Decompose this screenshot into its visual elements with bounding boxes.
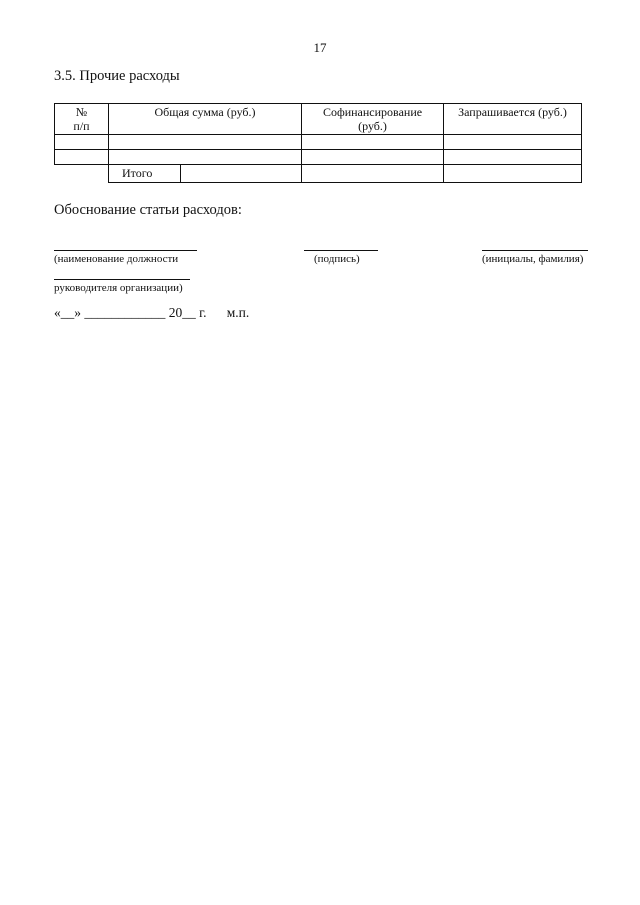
table-cell[interactable]	[302, 150, 444, 165]
signature-caption: (подпись)	[314, 253, 360, 265]
header-cofinancing-line1: Софинансирование	[322, 105, 423, 119]
page-number: 17	[313, 40, 327, 55]
table-cell[interactable]	[109, 150, 302, 165]
table-row	[55, 135, 582, 150]
date-line: «__» ____________ 20__ г. м.п.	[54, 305, 250, 320]
signature-line[interactable]	[304, 250, 378, 251]
table-cell[interactable]	[55, 135, 109, 150]
name-line[interactable]	[482, 250, 588, 251]
position-caption-cont: руководителя организации)	[54, 282, 183, 294]
table-cell[interactable]	[109, 135, 302, 150]
table-cell[interactable]	[55, 150, 109, 165]
table-total-row	[55, 165, 582, 183]
total-label: Итого	[109, 165, 181, 182]
header-number	[55, 104, 109, 135]
header-number-line1: №	[75, 105, 88, 119]
total-cofinancing-cell[interactable]	[302, 165, 444, 183]
expenses-table	[54, 103, 582, 183]
header-total-sum: Общая сумма (руб.)	[109, 104, 302, 135]
total-value[interactable]	[181, 165, 301, 182]
table-header-row	[55, 104, 582, 135]
total-empty-cell	[55, 165, 109, 183]
header-cofinancing	[302, 104, 444, 135]
header-cofinancing-line2: (руб.)	[358, 119, 387, 133]
table-cell[interactable]	[302, 135, 444, 150]
header-requested: Запрашивается (руб.)	[444, 104, 582, 135]
name-caption: (инициалы, фамилия)	[482, 253, 584, 265]
total-cell	[109, 165, 302, 183]
section-title: 3.5. Прочие расходы	[54, 68, 180, 84]
header-number-line2: п/п	[73, 119, 90, 133]
table-cell[interactable]	[444, 150, 582, 165]
table-cell[interactable]	[444, 135, 582, 150]
position-line-2[interactable]	[54, 279, 190, 280]
justification-label: Обоснование статьи расходов:	[54, 202, 242, 218]
total-requested-cell[interactable]	[444, 165, 582, 183]
position-line[interactable]	[54, 250, 197, 251]
position-caption: (наименование должности	[54, 253, 179, 265]
table-row	[55, 150, 582, 165]
